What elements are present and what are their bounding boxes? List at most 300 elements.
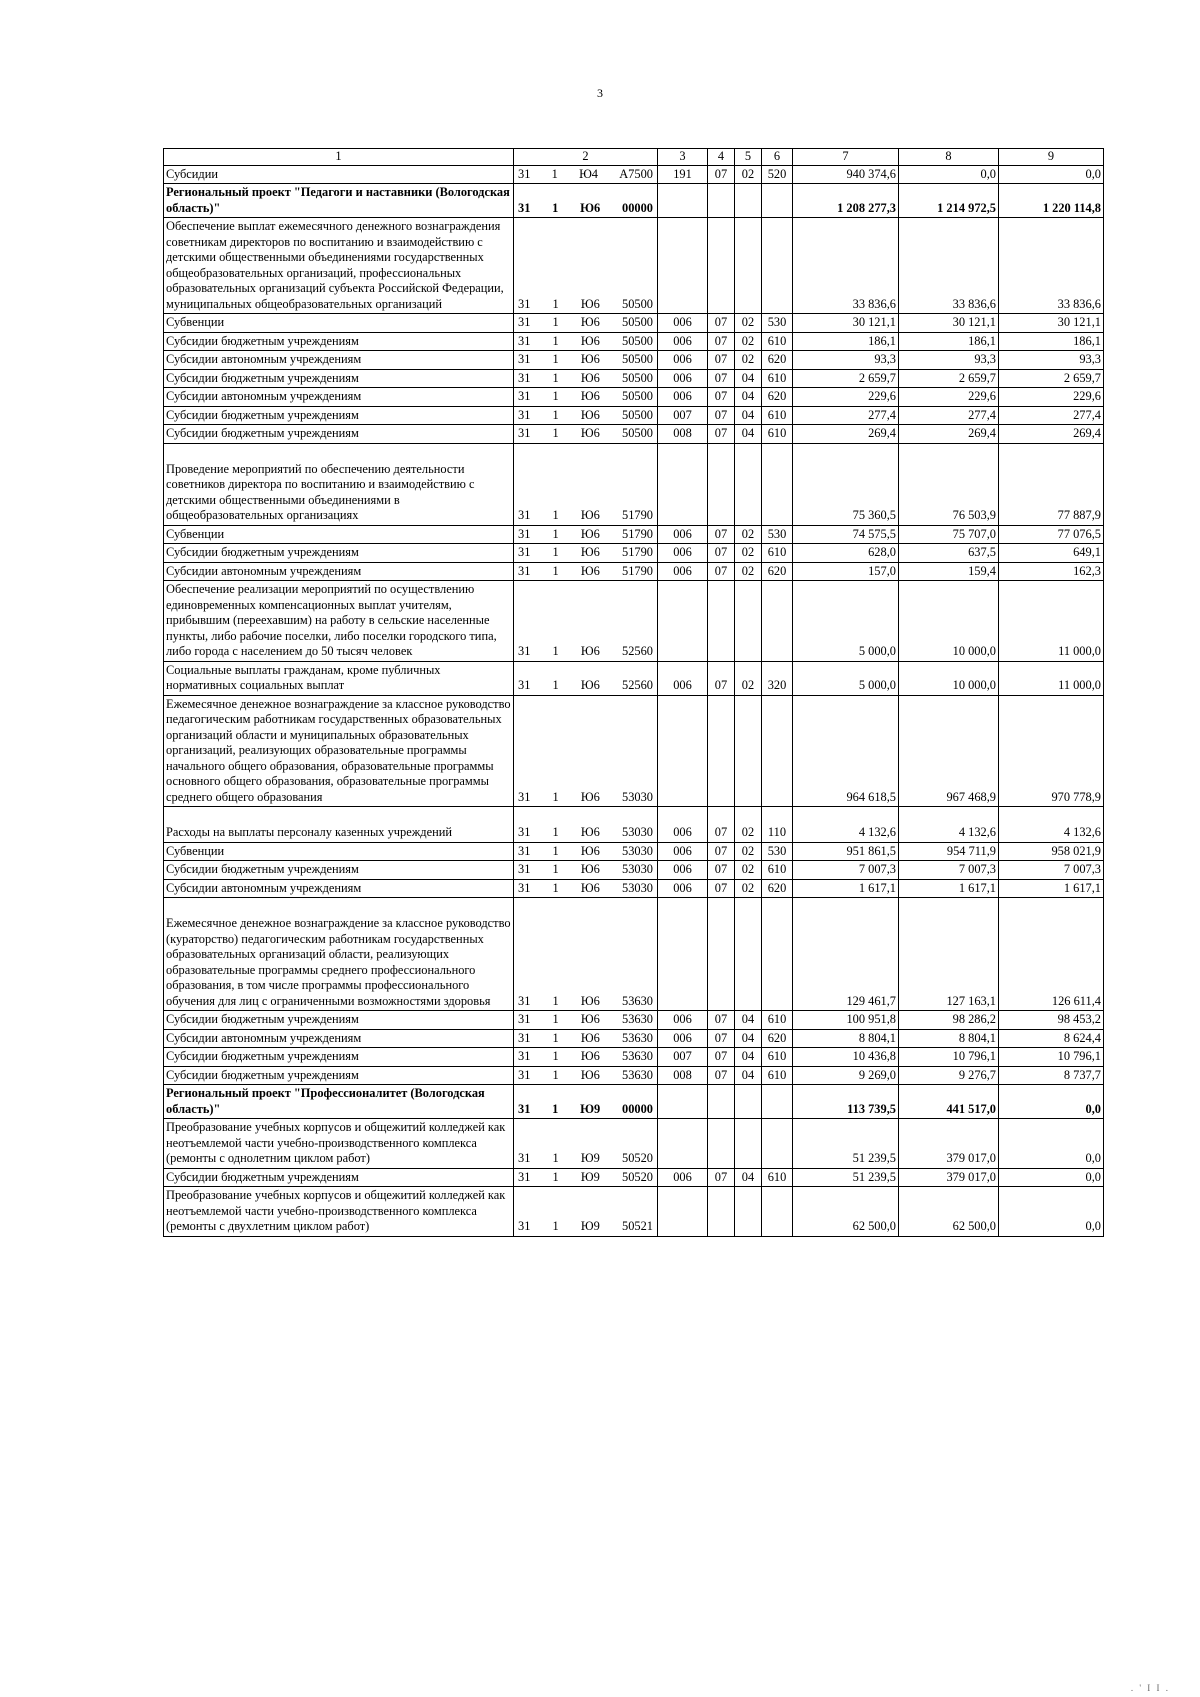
expense-name-text: Обеспечение реализации мероприятий по осуществлению единовременных компенсационных выплат учителям, прибывшим (переехавшим) на работу в сельские населенные пункты, либо рабочие поселки, либо поселки городского типа, либо города с населением до 50 тысяч человек [166, 582, 497, 658]
code-part: 1 [552, 545, 559, 559]
expense-type-code: 610 [762, 332, 793, 351]
expense-type-code [762, 443, 793, 525]
amount-year-3: 649,1 [999, 544, 1104, 563]
code-part: 31 [518, 1049, 531, 1063]
target-article-code [514, 562, 658, 581]
subsection-code: 02 [735, 525, 762, 544]
expense-type-code [762, 695, 793, 807]
department-code: 006 [658, 525, 708, 544]
section-code: 07 [708, 369, 735, 388]
amount-year-2: 33 836,6 [899, 218, 999, 314]
section-code: 07 [708, 406, 735, 425]
code-part: 31 [518, 644, 531, 658]
section-code [708, 695, 735, 807]
department-code: 006 [658, 861, 708, 880]
expense-name [164, 1085, 514, 1119]
table-row [164, 369, 1104, 388]
code-part: 31 [518, 426, 531, 440]
section-code [708, 1187, 735, 1237]
expense-type-code: 110 [762, 807, 793, 843]
expense-name-text: Субсидии бюджетным учреждениям [166, 545, 359, 559]
expense-name-text: Социальные выплаты гражданам, кроме публичных нормативных социальных выплат [166, 662, 441, 692]
subsection-code: 04 [735, 1011, 762, 1030]
column-header: 4 [708, 149, 735, 166]
code-part: Ю6 [580, 315, 600, 329]
code-part: 1 [552, 426, 559, 440]
expense-name [164, 314, 514, 333]
code-part: Ю6 [580, 296, 600, 311]
column-header: 1 [164, 149, 514, 166]
expense-name-text: Субсидии бюджетным учреждениям [166, 1012, 359, 1026]
code-part: 31 [518, 508, 531, 522]
code-part: 31 [518, 880, 531, 895]
department-code [658, 218, 708, 314]
code-part: 31 [518, 296, 531, 311]
target-article-code [514, 1048, 658, 1067]
amount-year-3: 0,0 [999, 1085, 1104, 1119]
amount-year-3: 0,0 [999, 165, 1104, 184]
expense-name [164, 1187, 514, 1237]
table-row [164, 1048, 1104, 1067]
budget-table [163, 148, 1104, 1237]
code-part: Ю6 [580, 370, 600, 385]
column-number-row [164, 149, 1104, 166]
amount-year-2: 379 017,0 [899, 1168, 999, 1187]
amount-year-3: 186,1 [999, 332, 1104, 351]
target-article-code [514, 406, 658, 425]
code-part: Ю6 [580, 993, 600, 1008]
amount-year-2: 127 163,1 [899, 898, 999, 1011]
subsection-code: 02 [735, 165, 762, 184]
expense-type-code: 320 [762, 661, 793, 695]
expense-name-text: Субвенции [166, 526, 225, 541]
code-part: Ю9 [580, 1169, 600, 1184]
department-code: 006 [658, 544, 708, 563]
department-code [658, 898, 708, 1011]
section-code [708, 581, 735, 662]
code-part: 53630 [622, 1030, 653, 1045]
expense-name-text: Субсидии автономным учреждениям [166, 880, 362, 895]
amount-year-2: 967 468,9 [899, 695, 999, 807]
amount-year-1: 277,4 [793, 406, 899, 425]
table-row [164, 388, 1104, 407]
amount-year-3: 33 836,6 [999, 218, 1104, 314]
expense-name [164, 218, 514, 314]
code-part: 1 [552, 296, 559, 311]
column-header: 2 [514, 149, 658, 166]
code-part: 1 [552, 862, 559, 876]
expense-name [164, 443, 514, 525]
expense-type-code: 620 [762, 388, 793, 407]
code-part: 31 [518, 166, 531, 181]
section-code: 07 [708, 1029, 735, 1048]
department-code: 006 [658, 842, 708, 861]
department-code: 006 [658, 661, 708, 695]
expense-type-code [762, 1119, 793, 1169]
code-part: 51790 [622, 563, 653, 578]
expense-type-code: 610 [762, 369, 793, 388]
table-row [164, 218, 1104, 314]
amount-year-3: 7 007,3 [999, 861, 1104, 880]
amount-year-3: 1 617,1 [999, 879, 1104, 898]
table-row [164, 661, 1104, 695]
amount-year-1: 74 575,5 [793, 525, 899, 544]
amount-year-3: 77 887,9 [999, 443, 1104, 525]
department-code: 007 [658, 1048, 708, 1067]
amount-year-1: 628,0 [793, 544, 899, 563]
code-part: Ю6 [580, 407, 600, 422]
expense-name [164, 425, 514, 444]
expense-name-text: Субсидии бюджетным учреждениям [166, 333, 359, 348]
subsection-code: 02 [735, 314, 762, 333]
amount-year-2: 0,0 [899, 165, 999, 184]
amount-year-1: 2 659,7 [793, 369, 899, 388]
code-part: Ю6 [580, 426, 600, 440]
section-code [708, 218, 735, 314]
code-part: 1 [552, 1169, 559, 1184]
expense-name [164, 544, 514, 563]
department-code: 006 [658, 807, 708, 843]
code-part: 1 [551, 166, 558, 181]
code-part: 31 [518, 993, 531, 1008]
code-part: 1 [552, 563, 559, 578]
code-part: Ю6 [580, 880, 600, 895]
amount-year-2: 1 617,1 [899, 879, 999, 898]
code-part: 1 [552, 526, 559, 541]
amount-year-1: 113 739,5 [793, 1085, 899, 1119]
amount-year-1: 940 374,6 [793, 165, 899, 184]
amount-year-1: 951 861,5 [793, 842, 899, 861]
table-row [164, 861, 1104, 880]
department-code [658, 1119, 708, 1169]
amount-year-2: 269,4 [899, 425, 999, 444]
amount-year-2: 229,6 [899, 388, 999, 407]
target-article-code [514, 351, 658, 370]
amount-year-3: 162,3 [999, 562, 1104, 581]
code-part: 51790 [622, 526, 653, 541]
code-part: 53630 [622, 1012, 653, 1026]
expense-name [164, 525, 514, 544]
table-row [164, 898, 1104, 1011]
target-article-code [514, 525, 658, 544]
department-code: 006 [658, 388, 708, 407]
code-part: Ю6 [580, 526, 600, 541]
code-part: Ю9 [580, 1101, 601, 1116]
subsection-code: 02 [735, 807, 762, 843]
code-part: 1 [552, 1101, 559, 1116]
expense-type-code: 530 [762, 525, 793, 544]
target-article-code [514, 443, 658, 525]
section-code: 07 [708, 1048, 735, 1067]
code-part: Ю9 [580, 1151, 600, 1165]
code-part: 53030 [622, 880, 653, 895]
table-row [164, 807, 1104, 843]
department-code [658, 443, 708, 525]
code-part: 50500 [622, 389, 653, 403]
code-part: Ю6 [580, 1012, 600, 1026]
department-code: 006 [658, 1168, 708, 1187]
expense-name-text: Проведение мероприятий по обеспечению деятельности советников директора по воспитанию и взаимодействию с детскими общественными объединениями в общеобразовательных организациях [166, 461, 475, 522]
section-code [708, 1085, 735, 1119]
expense-name [164, 661, 514, 695]
expense-name [164, 351, 514, 370]
expense-type-code: 610 [762, 406, 793, 425]
department-code: 191 [658, 165, 708, 184]
section-code: 07 [708, 661, 735, 695]
expense-name-text: Субсидии автономным учреждениям [166, 563, 362, 578]
subsection-code: 04 [735, 1168, 762, 1187]
amount-year-3: 970 778,9 [999, 695, 1104, 807]
subsection-code: 04 [735, 388, 762, 407]
expense-name-text: Расходы на выплаты персоналу казенных учреждений [166, 825, 452, 839]
expense-name-text: Субсидии бюджетным учреждениям [166, 1169, 359, 1184]
expense-name-text: Субсидии бюджетным учреждениям [166, 862, 359, 876]
code-part: 31 [518, 315, 531, 329]
expense-name-text: Обеспечение выплат ежемесячного денежного вознаграждения советникам директоров по воспитанию и взаимодействию с детскими общественными объединениями государственных общеобразовательных организаций, профессиональных образовательных организаций субъекта Российской Федерации, муниципальных общеобразовательных организаций [166, 219, 504, 311]
amount-year-1: 9 269,0 [793, 1066, 899, 1085]
amount-year-1: 964 618,5 [793, 695, 899, 807]
amount-year-2: 10 796,1 [899, 1048, 999, 1067]
code-part: Ю6 [580, 333, 600, 348]
subsection-code [735, 1085, 762, 1119]
amount-year-2: 93,3 [899, 351, 999, 370]
department-code: 006 [658, 332, 708, 351]
code-part: 1 [552, 843, 559, 858]
expense-type-code: 610 [762, 1168, 793, 1187]
expense-name [164, 581, 514, 662]
subsection-code [735, 218, 762, 314]
subsection-code: 02 [735, 562, 762, 581]
subsection-code: 02 [735, 351, 762, 370]
section-code [708, 184, 735, 218]
code-part: 31 [518, 1219, 531, 1233]
section-code: 07 [708, 332, 735, 351]
department-code: 006 [658, 562, 708, 581]
subsection-code: 04 [735, 369, 762, 388]
amount-year-1: 51 239,5 [793, 1119, 899, 1169]
code-part: 52560 [622, 644, 653, 658]
amount-year-2: 76 503,9 [899, 443, 999, 525]
expense-type-code [762, 1085, 793, 1119]
subsection-code [735, 1187, 762, 1237]
code-part: 31 [518, 545, 531, 559]
expense-name-text: Региональный проект "Профессионалитет (Вологодская область)" [166, 1086, 485, 1116]
amount-year-3: 77 076,5 [999, 525, 1104, 544]
code-part: 1 [552, 644, 559, 658]
code-part: Ю6 [580, 1067, 600, 1082]
code-part: 31 [518, 789, 531, 804]
code-part: 1 [552, 389, 559, 403]
amount-year-3: 277,4 [999, 406, 1104, 425]
code-part: 53630 [622, 1067, 653, 1082]
expense-name [164, 898, 514, 1011]
code-part: Ю6 [580, 843, 600, 858]
expense-name-text: Субсидии [166, 166, 218, 181]
amount-year-1: 5 000,0 [793, 661, 899, 695]
code-part: 50521 [622, 1219, 653, 1233]
table-row [164, 581, 1104, 662]
code-part: 53030 [622, 862, 653, 876]
amount-year-3: 269,4 [999, 425, 1104, 444]
target-article-code [514, 1011, 658, 1030]
table-row [164, 1066, 1104, 1085]
code-part: 50520 [622, 1169, 653, 1184]
expense-name-text: Региональный проект "Педагоги и наставники (Вологодская область)" [166, 185, 510, 215]
table-row [164, 443, 1104, 525]
code-part: 31 [518, 389, 531, 403]
column-header: 5 [735, 149, 762, 166]
section-code: 07 [708, 165, 735, 184]
department-code [658, 1187, 708, 1237]
amount-year-1: 93,3 [793, 351, 899, 370]
code-part: 1 [552, 993, 559, 1008]
amount-year-3: 93,3 [999, 351, 1104, 370]
section-code: 07 [708, 807, 735, 843]
section-code: 07 [708, 525, 735, 544]
code-part: Ю6 [580, 1049, 600, 1063]
target-article-code [514, 1066, 658, 1085]
code-part: 50500 [622, 352, 653, 366]
code-part: Ю6 [580, 389, 600, 403]
amount-year-2: 62 500,0 [899, 1187, 999, 1237]
amount-year-2: 186,1 [899, 332, 999, 351]
amount-year-1: 62 500,0 [793, 1187, 899, 1237]
table-row [164, 842, 1104, 861]
target-article-code [514, 314, 658, 333]
section-code: 07 [708, 1066, 735, 1085]
code-part: Ю6 [580, 678, 600, 692]
code-part: 31 [518, 352, 531, 366]
table-row [164, 525, 1104, 544]
code-part: 53030 [622, 825, 653, 839]
code-part: 50500 [622, 426, 653, 440]
expense-name-text: Субсидии бюджетным учреждениям [166, 1067, 359, 1082]
code-part: Ю6 [580, 508, 600, 522]
expense-name [164, 1066, 514, 1085]
expense-name-text: Субсидии автономным учреждениям [166, 1030, 362, 1045]
target-article-code [514, 544, 658, 563]
code-part: Ю6 [580, 644, 600, 658]
expense-name [164, 369, 514, 388]
amount-year-2: 9 276,7 [899, 1066, 999, 1085]
code-part: Ю4 [579, 166, 598, 181]
amount-year-2: 2 659,7 [899, 369, 999, 388]
expense-name [164, 165, 514, 184]
table-row [164, 695, 1104, 807]
amount-year-3: 126 611,4 [999, 898, 1104, 1011]
section-code: 07 [708, 1011, 735, 1030]
code-part: 53630 [622, 1049, 653, 1063]
section-code: 07 [708, 879, 735, 898]
amount-year-2: 30 121,1 [899, 314, 999, 333]
table-row [164, 425, 1104, 444]
amount-year-2: 954 711,9 [899, 842, 999, 861]
code-part: Ю6 [580, 200, 601, 215]
target-article-code [514, 165, 658, 184]
target-article-code [514, 581, 658, 662]
table-row [164, 165, 1104, 184]
expense-name [164, 807, 514, 843]
amount-year-1: 186,1 [793, 332, 899, 351]
section-code: 07 [708, 351, 735, 370]
expense-name [164, 695, 514, 807]
code-part: 1 [552, 1067, 559, 1082]
expense-name [164, 879, 514, 898]
code-part: 31 [518, 1169, 531, 1184]
expense-name [164, 1048, 514, 1067]
expense-type-code [762, 218, 793, 314]
amount-year-1: 1 617,1 [793, 879, 899, 898]
scan-artifact: . ' I I . [1130, 1683, 1170, 1693]
amount-year-1: 129 461,7 [793, 898, 899, 1011]
amount-year-1: 5 000,0 [793, 581, 899, 662]
expense-name [164, 1119, 514, 1169]
code-part: 50500 [622, 370, 653, 385]
expense-name-text: Преобразование учебных корпусов и общежитий колледжей как неотъемлемой части учебно-производственного комплекса (ремонты с двухлетним циклом работ) [166, 1188, 506, 1233]
amount-year-2: 98 286,2 [899, 1011, 999, 1030]
code-part: 1 [552, 200, 559, 215]
code-part: 53030 [622, 789, 653, 804]
amount-year-2: 10 000,0 [899, 581, 999, 662]
section-code: 07 [708, 1168, 735, 1187]
amount-year-3: 11 000,0 [999, 581, 1104, 662]
target-article-code [514, 1029, 658, 1048]
expense-type-code: 530 [762, 842, 793, 861]
department-code: 006 [658, 314, 708, 333]
department-code [658, 695, 708, 807]
section-code [708, 1119, 735, 1169]
expense-type-code: 610 [762, 1066, 793, 1085]
expense-name [164, 184, 514, 218]
expense-type-code: 610 [762, 1048, 793, 1067]
expense-name-text: Субсидии бюджетным учреждениям [166, 426, 359, 440]
amount-year-1: 269,4 [793, 425, 899, 444]
section-code [708, 443, 735, 525]
subsection-code: 04 [735, 425, 762, 444]
code-part: 31 [518, 1101, 531, 1116]
department-code: 006 [658, 1029, 708, 1048]
amount-year-2: 277,4 [899, 406, 999, 425]
code-part: 1 [552, 333, 559, 348]
code-part: 53630 [622, 993, 653, 1008]
amount-year-3: 958 021,9 [999, 842, 1104, 861]
subsection-code [735, 695, 762, 807]
code-part: 50520 [622, 1151, 653, 1165]
table-row [164, 879, 1104, 898]
code-part: 31 [518, 200, 531, 215]
expense-name-text: Субвенции [166, 843, 225, 858]
target-article-code [514, 861, 658, 880]
code-part: 31 [518, 1030, 531, 1045]
subsection-code: 02 [735, 661, 762, 695]
amount-year-2: 4 132,6 [899, 807, 999, 843]
table-row [164, 1187, 1104, 1237]
code-part: 53030 [622, 843, 653, 858]
expense-name [164, 861, 514, 880]
code-part: 1 [552, 789, 559, 804]
amount-year-3: 0,0 [999, 1119, 1104, 1169]
section-code: 07 [708, 842, 735, 861]
table-row [164, 1011, 1104, 1030]
expense-name [164, 842, 514, 861]
code-part: 50500 [622, 333, 653, 348]
column-header: 8 [899, 149, 999, 166]
subsection-code: 02 [735, 332, 762, 351]
target-article-code [514, 842, 658, 861]
code-part: 31 [518, 526, 531, 541]
code-part: 31 [518, 1151, 531, 1165]
amount-year-3: 4 132,6 [999, 807, 1104, 843]
